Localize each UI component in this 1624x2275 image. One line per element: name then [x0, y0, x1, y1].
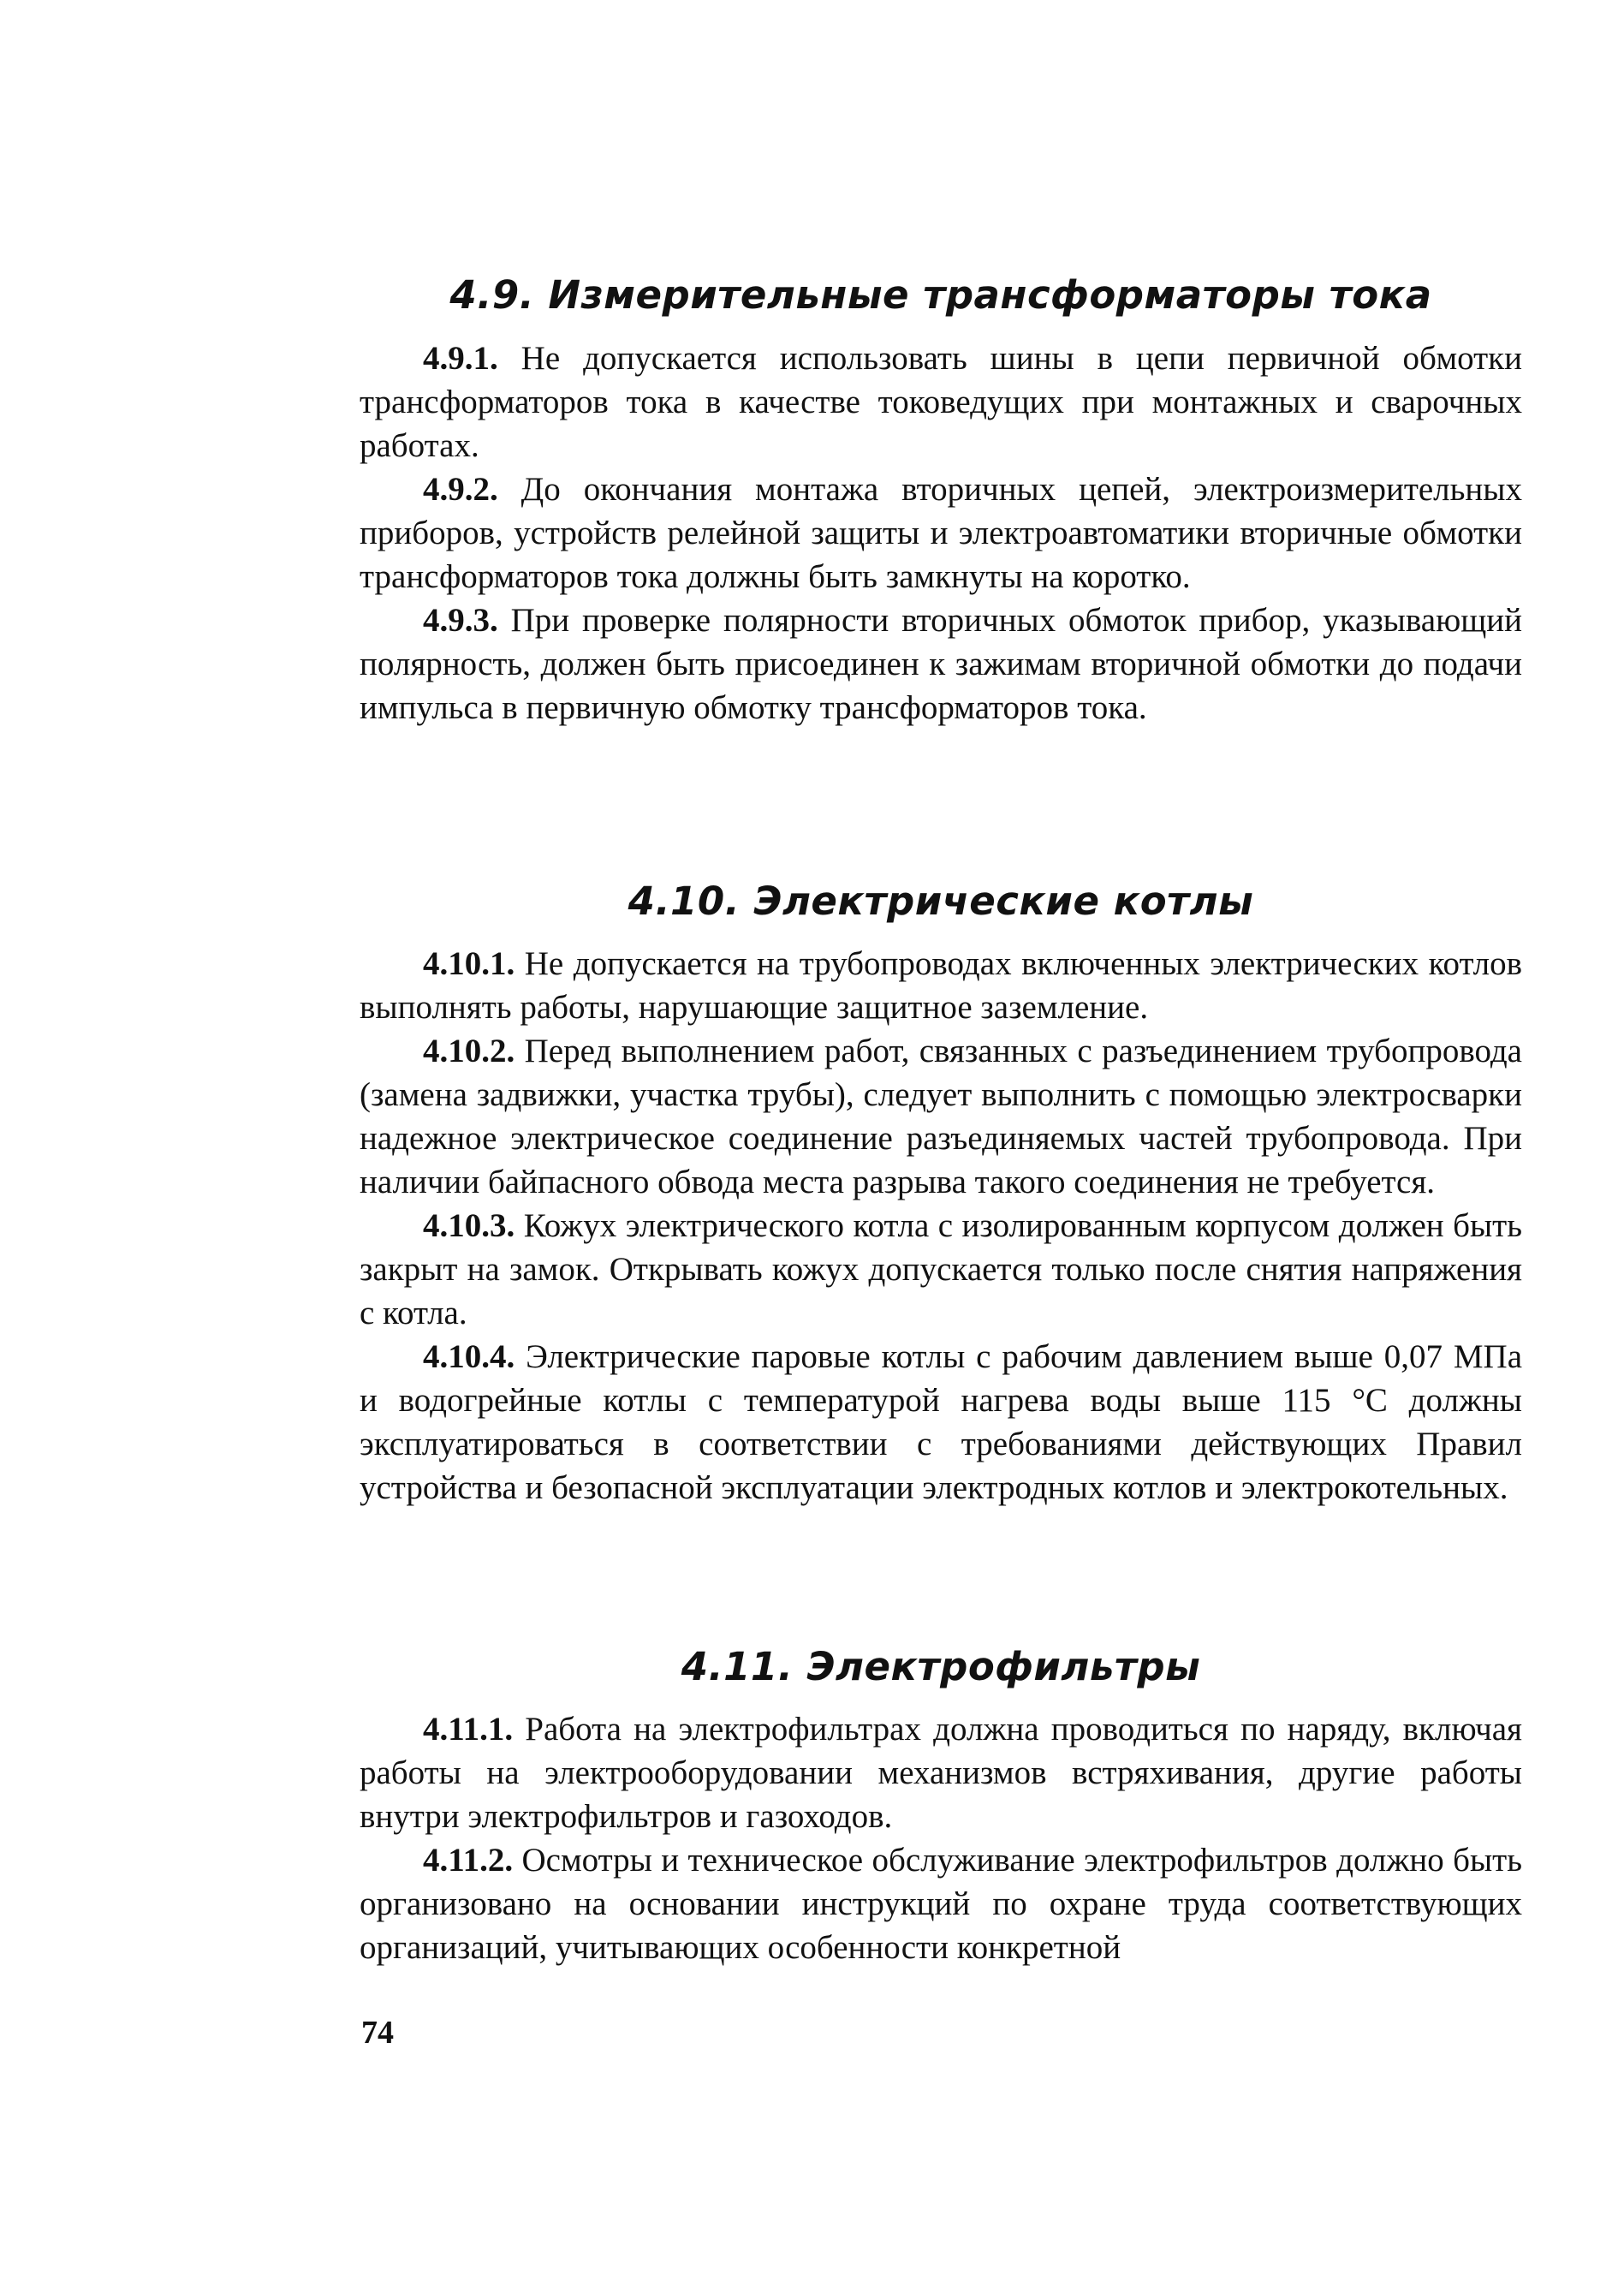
- paragraph-text: Перед выполнением работ, связанных с разъединением трубопровода (замена задвижки, участка трубы), следует выполнить с помощью электросварки надежное электрическое соединение разъединяемых частей трубопровода. При наличии байпасного обвода места разрыва такого соединения не требуется.: [360, 1033, 1522, 1200]
- paragraph-text: До окончания монтажа вторичных цепей, электроизмерительных приборов, устройств релейной защиты и электроавтоматики вторичные обмотки трансформаторов тока должны быть замкнуты на коротко.: [360, 471, 1522, 595]
- paragraph-text: Не допускается использовать шины в цепи первичной обмотки трансформаторов тока в качестве токоведущих при монтажных и сварочных работах.: [360, 340, 1522, 464]
- paragraph-text: При проверке полярности вторичных обмоток прибор, указывающий полярность, должен быть присоединен к зажимам вторичной обмотки до подачи импульса в первичную обмотку трансформаторов тока.: [360, 602, 1522, 726]
- paragraph-4-9-1: [360, 336, 1522, 468]
- paragraph-text: Работа на электрофильтрах должна проводиться по наряду, включая работы на электрооборудовании механизмов встряхивания, другие работы внутри электрофильтров и газоходов.: [360, 1711, 1522, 1835]
- paragraph-number: 4.10.3.: [423, 1207, 515, 1244]
- paragraph-number: 4.9.1.: [423, 340, 498, 377]
- paragraph-number: 4.10.4.: [423, 1338, 515, 1375]
- paragraph-number: 4.11.2.: [423, 1842, 514, 1879]
- paragraph-4-10-4: [360, 1335, 1522, 1510]
- paragraph-number: 4.11.1.: [423, 1711, 514, 1748]
- paragraph-4-9-3: [360, 599, 1522, 730]
- section-body-4-10: [360, 942, 1522, 1510]
- paragraph-number: 4.9.3.: [423, 602, 498, 639]
- paragraph-text: Кожух электрического котла с изолированным корпусом должен быть закрыт на замок. Открывать кожух допускается только после снятия напряжения с котла.: [360, 1207, 1522, 1331]
- section-heading-4-9: 4.9. Измерительные трансформаторы тока: [449, 272, 1432, 318]
- paragraph-text: Электрические паровые котлы с рабочим давлением выше 0,07 МПа и водогрейные котлы с температурой нагрева воды выше 115 °С должны эксплуатироваться в соответствии с требованиями действующих Правил устройства и безопасной эксплуатации электродных котлов и электрокотельных.: [360, 1338, 1522, 1506]
- paragraph-number: 4.9.2.: [423, 471, 498, 508]
- section-heading-4-10: 4.10. Электрические котлы: [628, 878, 1254, 924]
- paragraph-text: Осмотры и техническое обслуживание электрофильтров должно быть организовано на основании инструкций по охране труда соответствующих организаций, учитывающих особенности конкретной: [360, 1842, 1522, 1966]
- page-number: 74: [361, 2015, 394, 2051]
- section-heading-4-11: 4.11. Электрофильтры: [681, 1644, 1201, 1689]
- paragraph-4-11-2: [360, 1838, 1522, 1969]
- paragraph-4-10-3: [360, 1204, 1522, 1335]
- paragraph-4-9-2: [360, 468, 1522, 599]
- paragraph-4-11-1: [360, 1707, 1522, 1838]
- paragraph-number: 4.10.2.: [423, 1033, 515, 1069]
- paragraph-text: Не допускается на трубопроводах включенных электрических котлов выполнять работы, нарушающие защитное заземление.: [360, 945, 1522, 1026]
- section-body-4-11: [360, 1707, 1522, 1969]
- paragraph-4-10-1: [360, 942, 1522, 1029]
- paragraph-4-10-2: [360, 1029, 1522, 1204]
- section-body-4-9: [360, 336, 1522, 730]
- paragraph-number: 4.10.1.: [423, 945, 515, 982]
